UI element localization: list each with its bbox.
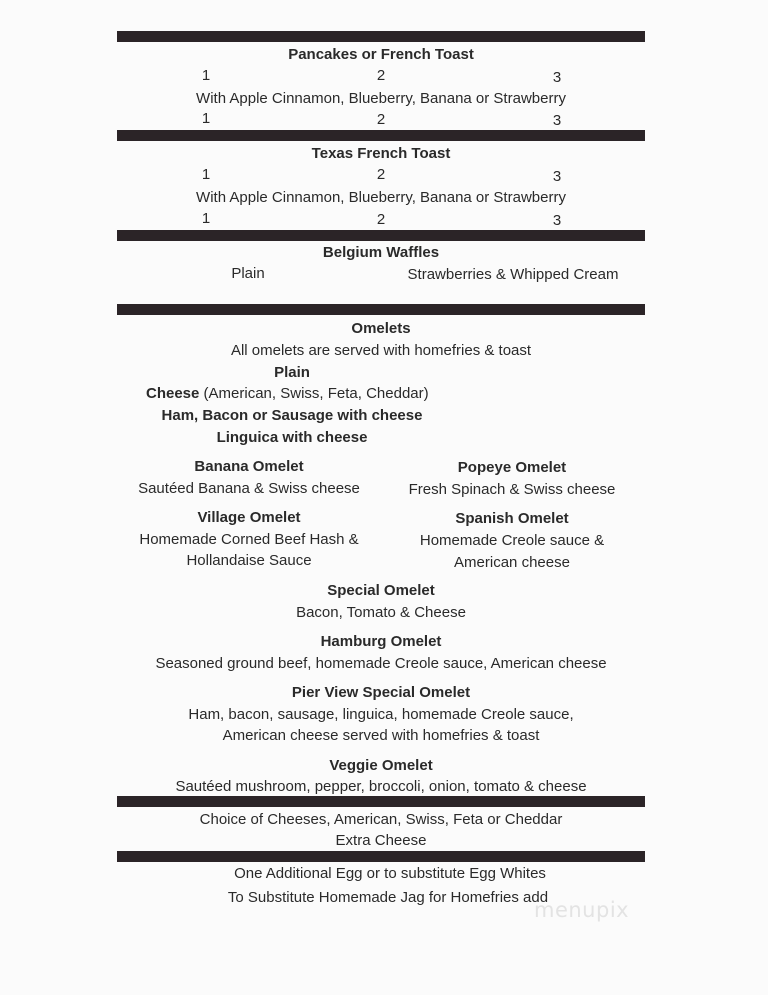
special-omelet-desc: Bacon, Tomato & Cheese	[296, 604, 466, 621]
omelet-plain: Plain	[274, 364, 310, 381]
village-omelet-desc-2: Hollandaise Sauce	[186, 552, 312, 569]
substitute-jag: To Substitute Homemade Jag for Homefries add	[227, 889, 549, 906]
section-divider	[117, 230, 645, 241]
texas-count-1: 1	[201, 166, 211, 183]
hamburg-omelet-desc: Seasoned ground beef, homemade Creole sauce, American cheese	[155, 655, 607, 672]
pancakes-with-count-1: 1	[201, 110, 211, 127]
texas-count-2: 2	[376, 166, 386, 183]
omelet-cheese-options: (American, Swiss, Feta, Cheddar)	[199, 385, 429, 402]
spanish-omelet-name: Spanish Omelet	[455, 510, 569, 527]
texas-title: Texas French Toast	[311, 145, 451, 162]
pancakes-count-1: 1	[201, 67, 211, 84]
pancakes-count-3: 3	[552, 69, 562, 86]
omelet-cheese-label: Cheese	[146, 385, 200, 402]
village-omelet-name: Village Omelet	[197, 509, 301, 526]
popeye-omelet-name: Popeye Omelet	[457, 459, 567, 476]
omelets-subtitle: All omelets are served with homefries & toast	[230, 342, 532, 359]
texas-with-count-1: 1	[201, 210, 211, 227]
spanish-omelet-desc-2: American cheese	[454, 554, 570, 571]
cheese-choice: Choice of Cheeses, American, Swiss, Feta or Cheddar	[199, 811, 563, 828]
watermark-logo: menupix	[534, 898, 630, 922]
section-divider	[117, 31, 645, 42]
pierview-omelet-desc-2: American cheese served with homefries & toast	[222, 727, 540, 744]
waffles-title: Belgium Waffles	[322, 244, 440, 261]
texas-with-count-3: 3	[552, 212, 562, 229]
omelet-cheese	[146, 385, 429, 403]
pierview-omelet-desc-1: Ham, bacon, sausage, linguica, homemade Creole sauce,	[188, 706, 574, 723]
banana-omelet-desc: Sautéed Banana & Swiss cheese	[138, 480, 360, 497]
omelets-title: Omelets	[351, 320, 411, 337]
cheese-extra: Extra Cheese	[335, 832, 427, 849]
waffles-plain: Plain	[231, 265, 265, 282]
section-divider	[117, 304, 645, 315]
veggie-omelet-name: Veggie Omelet	[329, 757, 433, 774]
special-omelet-name: Special Omelet	[327, 582, 435, 599]
section-divider	[117, 130, 645, 141]
extra-egg: One Additional Egg or to substitute Egg Whites	[234, 865, 546, 882]
hamburg-omelet-name: Hamburg Omelet	[320, 633, 442, 650]
veggie-omelet-desc: Sautéed mushroom, pepper, broccoli, onion, tomato & cheese	[175, 778, 587, 795]
section-divider	[117, 796, 645, 807]
texas-with-line: With Apple Cinnamon, Blueberry, Banana or Strawberry	[196, 189, 566, 206]
popeye-omelet-desc: Fresh Spinach & Swiss cheese	[408, 481, 616, 498]
banana-omelet-name: Banana Omelet	[194, 458, 304, 475]
omelet-ham: Ham, Bacon or Sausage with cheese	[161, 407, 423, 424]
village-omelet-desc-1: Homemade Corned Beef Hash &	[139, 531, 359, 548]
pancakes-with-count-2: 2	[376, 111, 386, 128]
pierview-omelet-name: Pier View Special Omelet	[291, 684, 471, 701]
texas-with-count-2: 2	[376, 211, 386, 228]
waffles-strawberry: Strawberries & Whipped Cream	[407, 266, 619, 283]
omelet-linguica: Linguica with cheese	[216, 429, 368, 446]
spanish-omelet-desc-1: Homemade Creole sauce &	[419, 532, 605, 549]
section-divider	[117, 851, 645, 862]
pancakes-with-line: With Apple Cinnamon, Blueberry, Banana or Strawberry	[196, 90, 566, 107]
pancakes-with-count-3: 3	[552, 112, 562, 129]
texas-count-3: 3	[552, 168, 562, 185]
pancakes-title: Pancakes or French Toast	[288, 46, 474, 63]
pancakes-count-2: 2	[376, 67, 386, 84]
